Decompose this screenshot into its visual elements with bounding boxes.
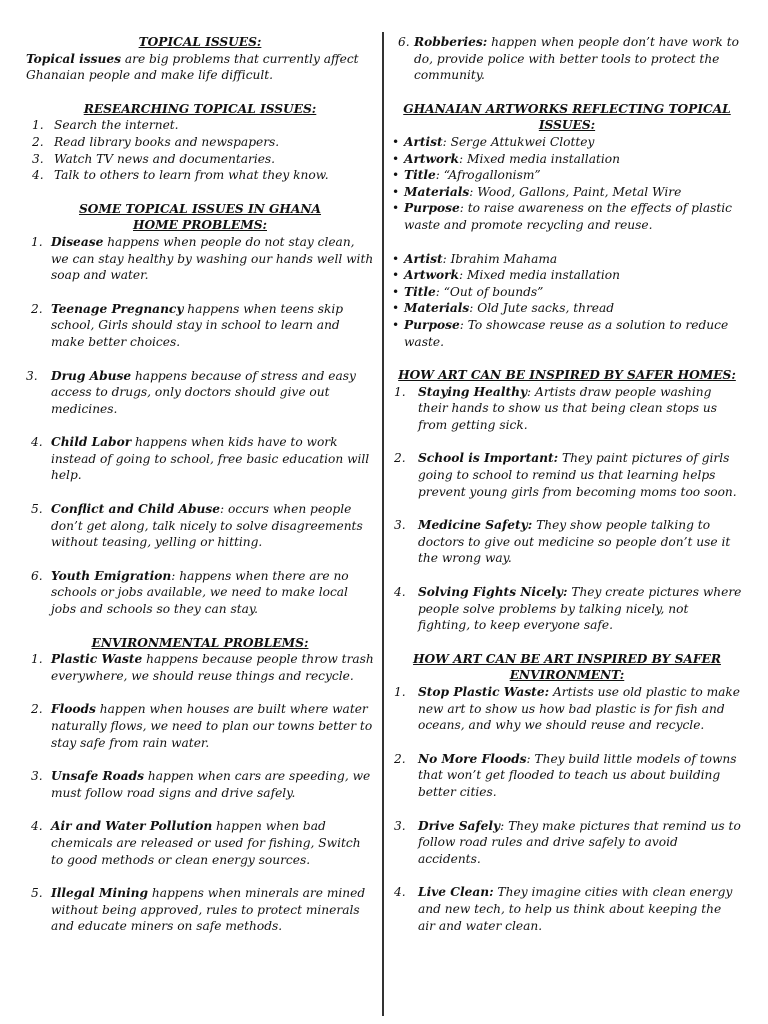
list-number: 2. xyxy=(31,301,43,316)
right-column xyxy=(392,34,742,934)
researching-heading: RESEARCHING TOPICAL ISSUES: xyxy=(83,101,317,116)
bullet-value: : “Afrogallonism” xyxy=(435,168,541,183)
bullet-label: Purpose xyxy=(404,201,460,216)
list-item xyxy=(26,501,374,551)
list-item xyxy=(392,517,742,567)
list-text xyxy=(51,701,374,751)
list-number: 1. xyxy=(394,384,406,399)
bullet-label: Title xyxy=(404,284,436,299)
list-number: 3. xyxy=(394,518,406,533)
list-item xyxy=(392,384,742,434)
list-desc: Artists use old plastic to make new art to show us how bad plastic is for fish and oceans, and why we should reuse and recycle. xyxy=(418,685,741,733)
bullet-label: Artwork xyxy=(404,268,459,283)
safer-homes-heading: HOW ART CAN BE INSPIRED BY SAFER HOMES: xyxy=(398,368,736,383)
list-item xyxy=(392,684,742,734)
list-desc: : They build little models of towns that won’t get flooded to teach us about building better cities. xyxy=(418,751,737,799)
list-item xyxy=(26,301,374,351)
list-desc: They show people talking to doctors to give out medicine so people don’t use it the wrong way. xyxy=(418,518,731,566)
list-desc: happens because of stress and easy access to drugs, only doctors should give out medicines. xyxy=(51,368,356,416)
list-item xyxy=(392,884,742,934)
bullet-text xyxy=(404,284,742,301)
list-text xyxy=(51,818,374,868)
bullet-text xyxy=(404,317,742,350)
list-number: 4. xyxy=(32,168,44,183)
list-desc: : happens when there are no schools or jobs available, we need to make local jobs and schools so they can stay. xyxy=(51,568,349,617)
column-divider xyxy=(382,32,384,1016)
list-desc: happen when cars are speeding, we must follow road signs and drive safely. xyxy=(51,769,371,800)
list-text xyxy=(418,517,742,567)
left-column xyxy=(26,34,374,935)
bullet-value: : “Out of bounds” xyxy=(435,284,544,299)
list-text xyxy=(418,384,742,434)
bullet-text xyxy=(404,267,742,284)
list-text xyxy=(418,450,742,500)
list-desc: happen when people don’t have work to do, provide police with better tools to protect the community. xyxy=(414,35,739,83)
bullet-value: : Ibrahim Mahama xyxy=(442,251,558,266)
list-term: Robberies: xyxy=(414,35,488,49)
list-number: 3. xyxy=(31,769,43,784)
list-text xyxy=(418,584,742,634)
artwork-bullet xyxy=(392,167,742,184)
bullet-label: Artist xyxy=(404,251,443,266)
list-number: 6. xyxy=(31,568,43,583)
list-text xyxy=(51,768,374,801)
list-item xyxy=(26,134,374,151)
list-desc: : They make pictures that remind us to follow road rules and drive safely to avoid accidents. xyxy=(418,818,741,866)
bullet-value: : to raise awareness on the effects of plastic waste and promote recycling and reuse. xyxy=(404,201,732,232)
bullet-text xyxy=(404,134,742,151)
bullet-icon: • xyxy=(392,251,400,266)
list-number: 6. xyxy=(398,35,410,49)
bullet-label: Materials xyxy=(404,301,470,316)
list-number: 4. xyxy=(31,435,43,450)
list-item xyxy=(26,234,374,284)
list-text xyxy=(51,434,374,484)
list-item xyxy=(26,568,374,618)
list-term: Child Labor xyxy=(51,435,132,450)
list-text xyxy=(51,368,374,418)
list-text xyxy=(418,818,742,868)
list-term: Solving Fights Nicely: xyxy=(418,585,568,600)
bullet-icon: • xyxy=(392,168,400,183)
list-term: Conflict and Child Abuse xyxy=(51,502,221,517)
bullet-text xyxy=(404,151,742,168)
bullet-text xyxy=(404,300,742,317)
artwork-bullet xyxy=(392,317,742,350)
list-desc: They paint pictures of girls going to school to remind us that learning helps prevent young girls from becoming moms too soon. xyxy=(418,451,737,499)
intro-text: are big problems that currently affect Ghanaian people and make life difficult. xyxy=(26,51,359,83)
bullet-text xyxy=(404,251,742,268)
list-number: 5. xyxy=(31,502,43,517)
list-term: Medicine Safety: xyxy=(418,518,533,533)
list-term: Stop Plastic Waste: xyxy=(418,685,550,699)
list-number: 1. xyxy=(31,234,43,249)
list-text xyxy=(51,234,374,284)
bullet-label: Purpose xyxy=(404,317,460,332)
list-term: Disease xyxy=(51,234,104,249)
bullet-icon: • xyxy=(392,301,400,316)
list-desc: happens when minerals are mined without being approved, rules to protect minerals and educate miners on safe methods. xyxy=(51,886,366,934)
list-desc: happens when people do not stay clean, we can stay healthy by washing our hands well with soap and water. xyxy=(51,234,374,283)
list-text xyxy=(418,884,742,934)
artwork-bullet xyxy=(392,134,742,151)
list-item xyxy=(26,167,374,184)
list-number: 4. xyxy=(394,585,406,600)
list-item xyxy=(26,151,374,168)
artwork-bullet xyxy=(392,184,742,201)
list-item xyxy=(392,34,742,84)
bullet-icon: • xyxy=(392,151,400,166)
list-number: 3. xyxy=(394,818,406,833)
bullet-icon: • xyxy=(392,201,400,216)
environmental-problems-heading: ENVIRONMENTAL PROBLEMS: xyxy=(91,635,309,650)
intro-term: Topical issues xyxy=(26,51,121,66)
list-term: Floods xyxy=(51,702,96,717)
list-number: 3. xyxy=(32,151,44,166)
bullet-label: Materials xyxy=(404,184,470,199)
safer-environment-heading: HOW ART CAN BE ART INSPIRED BY SAFER ENVIRONMENT: xyxy=(413,651,721,683)
artwork-bullet xyxy=(392,151,742,168)
list-text xyxy=(51,501,374,551)
list-number: 4. xyxy=(394,885,406,900)
bullet-label: Title xyxy=(404,168,436,183)
artwork-bullet xyxy=(392,200,742,233)
topical-issues-title: TOPICAL ISSUES: xyxy=(138,35,262,49)
topical-issues-ghana-heading: SOME TOPICAL ISSUES IN GHANA xyxy=(78,201,322,216)
list-term: Illegal Mining xyxy=(51,886,149,901)
list-text: Search the internet. xyxy=(54,118,179,133)
bullet-label: Artwork xyxy=(404,151,459,166)
list-number: 4. xyxy=(31,819,43,834)
list-number: 2. xyxy=(32,134,44,149)
list-desc: happen when houses are built where water naturally flows, we need to plan our towns better to stay safe from rain water. xyxy=(51,702,373,750)
list-text xyxy=(418,684,742,734)
artwork-bullet xyxy=(392,251,742,268)
list-item xyxy=(26,651,374,684)
list-desc: happens when teens skip school, Girls should stay in school to learn and make better choices. xyxy=(51,301,344,349)
list-item xyxy=(26,768,374,801)
list-number: 2. xyxy=(31,702,43,717)
artwork-bullet xyxy=(392,284,742,301)
list-item xyxy=(26,701,374,751)
list-desc: : Artists draw people washing their hands to show us that being clean stops us from getting sick. xyxy=(418,384,717,432)
bullet-value: : Wood, Gallons, Paint, Metal Wire xyxy=(469,184,682,199)
list-desc: happens because people throw trash everywhere, we should reuse things and recycle. xyxy=(51,652,374,683)
list-term: Staying Healthy xyxy=(418,384,528,399)
bullet-text xyxy=(404,184,742,201)
list-text xyxy=(51,651,374,684)
list-desc: happen when bad chemicals are released or used for fishing, Switch to good methods or clean energy sources. xyxy=(51,819,361,867)
bullet-icon: • xyxy=(392,317,400,332)
list-item xyxy=(26,117,374,134)
list-term: Plastic Waste xyxy=(51,652,143,667)
artwork-bullet xyxy=(392,267,742,284)
list-text: Read library books and newspapers. xyxy=(54,134,280,149)
list-text xyxy=(418,751,742,801)
list-number: 5. xyxy=(31,886,43,901)
list-text: Watch TV news and documentaries. xyxy=(54,151,276,166)
list-term: Air and Water Pollution xyxy=(51,819,213,834)
bullet-value: : Serge Attukwei Clottey xyxy=(442,134,595,149)
list-item xyxy=(392,818,742,868)
bullet-value: : To showcase reuse as a solution to reduce waste. xyxy=(404,317,729,349)
list-desc: happens when kids have to work instead of going to school, free basic education will help. xyxy=(51,435,370,483)
list-item xyxy=(26,818,374,868)
list-text xyxy=(51,301,374,351)
ghanaian-artworks-heading: GHANAIAN ARTWORKS REFLECTING TOPICAL ISSUES: xyxy=(403,101,731,133)
list-term: Live Clean: xyxy=(418,885,494,900)
list-term: Unsafe Roads xyxy=(51,769,145,784)
list-item xyxy=(392,751,742,801)
list-number: 1. xyxy=(31,652,43,667)
list-number: 2. xyxy=(394,451,406,466)
list-number: 1. xyxy=(394,685,406,699)
list-item xyxy=(26,368,374,418)
list-item xyxy=(392,584,742,634)
list-text xyxy=(51,568,374,618)
bullet-icon: • xyxy=(392,284,400,299)
list-term: Youth Emigration xyxy=(51,568,172,583)
list-term: No More Floods xyxy=(418,751,527,766)
list-desc: They imagine cities with clean energy and new tech, to help us think about keeping the air and water clean. xyxy=(418,885,733,933)
bullet-text xyxy=(404,167,742,184)
list-desc: They create pictures where people solve problems by talking nicely, not fighting, to keep everyone safe. xyxy=(418,585,742,633)
list-text xyxy=(51,885,374,935)
list-text: Talk to others to learn from what they know. xyxy=(54,168,329,183)
list-text xyxy=(414,34,742,84)
list-number: 2. xyxy=(394,751,406,766)
artwork-bullet xyxy=(392,300,742,317)
bullet-value: : Old Jute sacks, thread xyxy=(469,301,615,316)
bullet-text xyxy=(404,200,742,233)
list-term: Teenage Pregnancy xyxy=(51,301,184,316)
list-term: Drug Abuse xyxy=(51,368,132,383)
bullet-value: : Mixed media installation xyxy=(459,151,620,166)
list-number: 1. xyxy=(32,118,44,133)
bullet-icon: • xyxy=(392,184,400,199)
list-term: Drive Safely xyxy=(418,818,501,833)
list-item xyxy=(392,450,742,500)
list-number: 3. xyxy=(26,368,38,383)
intro-paragraph xyxy=(26,51,374,84)
list-item xyxy=(26,434,374,484)
list-term: School is Important: xyxy=(418,451,559,466)
bullet-value: : Mixed media installation xyxy=(459,268,620,283)
bullet-icon: • xyxy=(392,268,400,283)
bullet-label: Artist xyxy=(404,134,443,149)
list-desc: : occurs when people don’t get along, talk nicely to solve disagreements without teasing, yelling or hitting. xyxy=(51,502,363,550)
bullet-icon: • xyxy=(392,134,400,149)
home-problems-heading: HOME PROBLEMS: xyxy=(132,218,267,233)
list-item xyxy=(26,885,374,935)
